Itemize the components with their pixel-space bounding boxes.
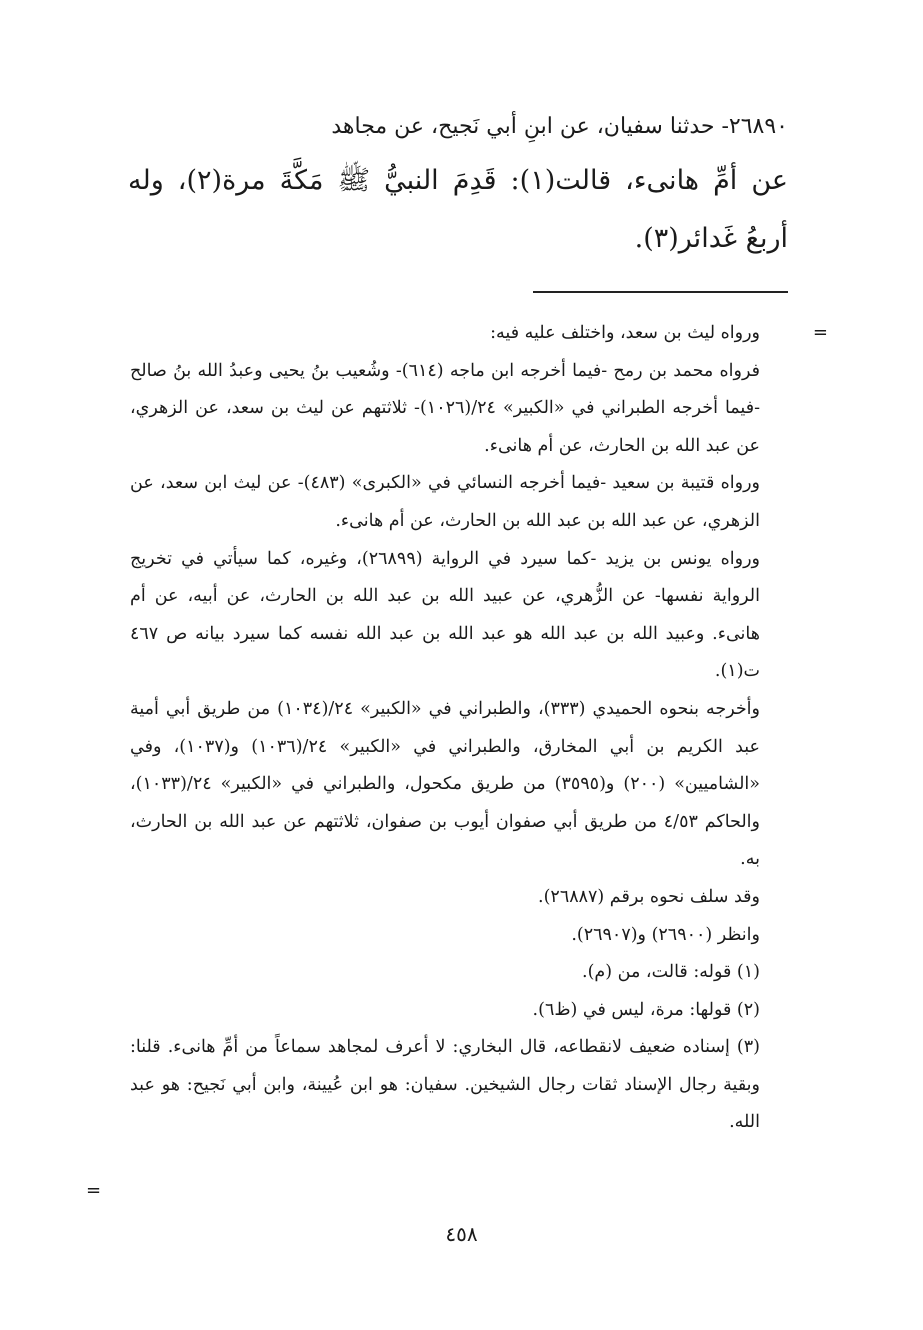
- footnote-1: (١) قوله: قالت، من (م).: [582, 962, 760, 983]
- continuation-mark-bottom: =: [86, 1180, 102, 1201]
- continuation-mark-top: =: [812, 322, 828, 343]
- footnote-paragraph: وأخرجه بنحوه الحميدي (٣٣٣)، والطبراني في «الكبير» ٢٤/(١٠٣٤) من طريق أبي أمية عبد الكريم بن أبي المخارق، والطبراني في «الكبير» ٢٤/(١٠٣٦) و(١٠٣٧)، وفي «الشاميين» (٢٠٠) و(٣٥٩٥) من طريق مكحول، والطبراني في «الكبير» ٢٤/(١٠٣٣)، والحاكم ٤/٥٣ من طريق أبي صفوان أيوب بن صفوان، ثلاثتهم عن عبد الله بن الحارث، به.: [130, 698, 761, 870]
- footnotes: [130, 315, 788, 1142]
- footnote-paragraph: ورواه يونس بن يزيد -كما سيرد في الرواية (٢٦٨٩٩)، وغيره، كما سيأتي في تخريج الرواية نفسها- عن الزُّهري، عن عبيد الله بن عبد الله بن الحارث، عن أبيه، عن أم هانىء. وعبيد الله بن عبد الله هو عبد الله بن عبد الله نفسه كما سيرد بيانه ص ٤٦٧ ت(١).: [130, 548, 760, 682]
- footnote-paragraph: فرواه محمد بن رمح -فيما أخرجه ابن ماجه (٦١٤)- وشُعيب بنُ يحيى وعبدُ الله بنُ صالح -فيما أخرجه الطبراني في «الكبير» ٢٤/(١٠٢٦)- ثلاثتهم عن ليث بن سعد، عن الزهري، عن عبد الله بن الحارث، عن أم هانىء.: [130, 360, 761, 456]
- page-number: ٤٥٨: [445, 1222, 478, 1246]
- footnote-divider: [533, 291, 788, 293]
- footnote-paragraph: وانظر (٢٦٩٠٠) و(٢٦٩٠٧).: [571, 924, 760, 945]
- footnote-paragraph: وقد سلف نحوه برقم (٢٦٨٨٧).: [538, 886, 760, 907]
- footnote-paragraph: ورواه قتيبة بن سعيد -فيما أخرجه النسائي في «الكبرى» (٤٨٣)- عن ليث ابن سعد، عن الزهري، عن عبد الله بن عبد الله بن الحارث، عن أم هانىء.: [130, 473, 760, 531]
- footnote-2: (٢) قولها: مرة، ليس في (ظ٦).: [532, 999, 760, 1020]
- hadith-matn: عن أمِّ هانىء، قالت(١): قَدِمَ النبيُّ ﷺ مَكَّةَ مرة(٢)، وله أربعُ غَدائر(٣).: [128, 165, 788, 254]
- footnote-paragraph: ورواه ليث بن سعد، واختلف عليه فيه:: [490, 323, 760, 343]
- hadith-text: [128, 102, 788, 268]
- footnote-3: (٣) إسناده ضعيف لانقطاعه، قال البخاري: لا أعرف لمجاهد سماعاً من أمِّ هانىء. قلنا: وبقية رجال الإسناد ثقات رجال الشيخين. سفيان: هو ابن عُيينة، وابن أبي نَجيح: هو عبد الله.: [130, 1037, 760, 1133]
- hadith-isnad-line: ٢٦٨٩٠- حدثنا سفيان، عن ابنِ أبي نَجيح، عن مجاهد: [331, 114, 788, 139]
